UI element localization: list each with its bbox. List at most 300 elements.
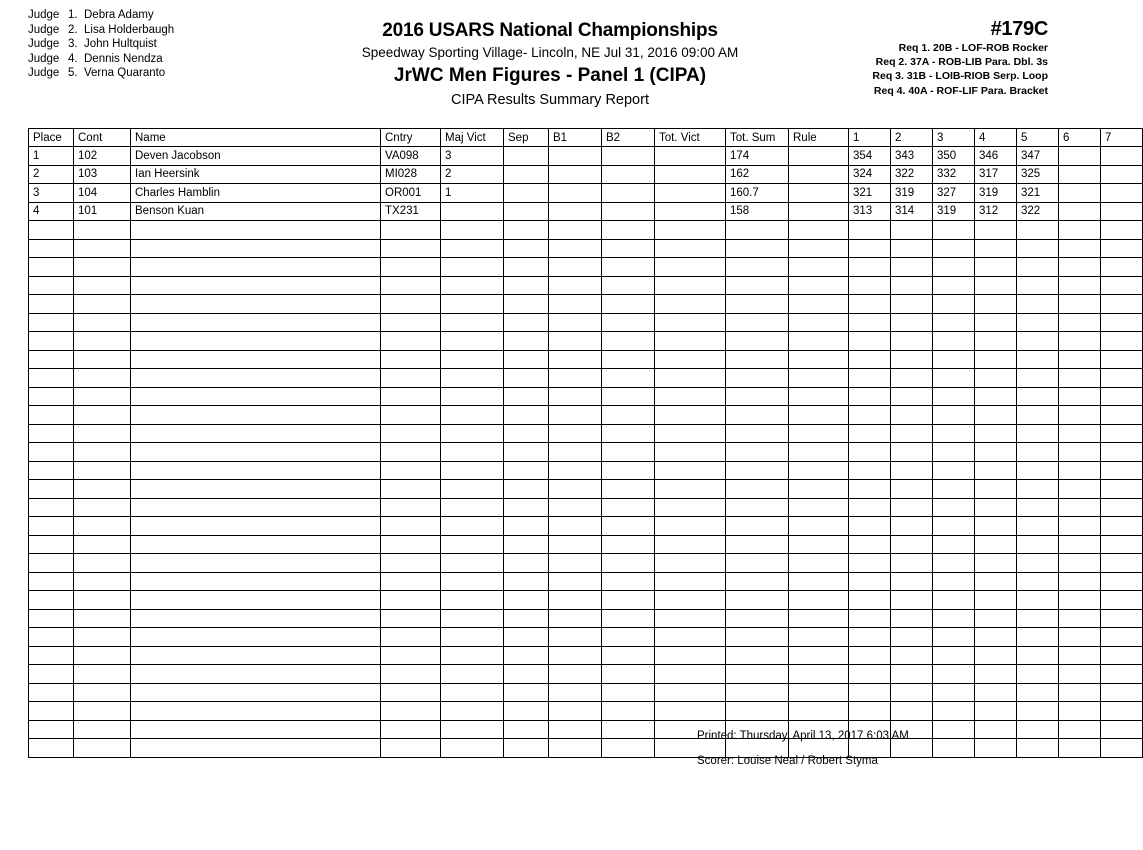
cell-maj-vict: 2 [441, 165, 504, 184]
cell-empty [549, 221, 602, 240]
cell-empty [975, 221, 1017, 240]
cell-empty [933, 609, 975, 628]
cell-empty [74, 665, 131, 684]
cell-empty [1017, 313, 1059, 332]
cell-empty [789, 258, 849, 277]
cell-empty [504, 480, 549, 499]
table-row-empty [29, 295, 1143, 314]
cell-empty [602, 702, 655, 721]
cell-empty [891, 609, 933, 628]
cell-empty [29, 295, 74, 314]
cell-empty [602, 332, 655, 351]
cell-judge-score [1059, 165, 1101, 184]
cell-empty [29, 628, 74, 647]
cell-empty [789, 646, 849, 665]
cell-empty [381, 535, 441, 554]
column-header: Tot. Sum [726, 129, 789, 147]
cell-empty [602, 480, 655, 499]
cell-sep [504, 184, 549, 203]
cell-empty [975, 720, 1017, 739]
cell-empty [1101, 628, 1143, 647]
cell-place: 3 [29, 184, 74, 203]
cell-empty [381, 720, 441, 739]
cell-empty [1101, 443, 1143, 462]
cell-empty [441, 535, 504, 554]
table-row-empty [29, 665, 1143, 684]
cell-empty [1017, 332, 1059, 351]
cell-judge-score: 317 [975, 165, 1017, 184]
cell-empty [74, 221, 131, 240]
cell-empty [891, 295, 933, 314]
cell-empty [1017, 387, 1059, 406]
cell-empty [549, 535, 602, 554]
cell-empty [933, 535, 975, 554]
cell-empty [1101, 554, 1143, 573]
cell-empty [549, 369, 602, 388]
cell-empty [1017, 498, 1059, 517]
cell-empty [381, 387, 441, 406]
cell-empty [441, 313, 504, 332]
cell-empty [504, 443, 549, 462]
judge-row [28, 8, 174, 23]
cell-empty [29, 276, 74, 295]
cell-cntry: OR001 [381, 184, 441, 203]
cell-judge-score: 350 [933, 147, 975, 166]
cell-empty [549, 461, 602, 480]
cell-empty [891, 369, 933, 388]
cell-empty [655, 683, 726, 702]
cell-empty [131, 535, 381, 554]
cell-empty [975, 313, 1017, 332]
cell-empty [441, 239, 504, 258]
cell-empty [441, 702, 504, 721]
cell-empty [74, 739, 131, 758]
cell-empty [131, 369, 381, 388]
cell-rule [789, 184, 849, 203]
cell-empty [504, 221, 549, 240]
cell-empty [933, 591, 975, 610]
cell-empty [891, 443, 933, 462]
cell-empty [29, 591, 74, 610]
cell-empty [891, 517, 933, 536]
cell-empty [655, 276, 726, 295]
cell-judge-score [1101, 147, 1143, 166]
table-row-empty [29, 646, 1143, 665]
cell-empty [131, 665, 381, 684]
event-code: #179C [990, 18, 1048, 40]
cell-place: 1 [29, 147, 74, 166]
cell-empty [504, 387, 549, 406]
judge-name: John Hultquist [84, 38, 157, 51]
cell-empty [1101, 591, 1143, 610]
cell-empty [1059, 517, 1101, 536]
cell-b2 [602, 202, 655, 221]
cell-empty [1101, 646, 1143, 665]
cell-empty [655, 443, 726, 462]
cell-empty [975, 572, 1017, 591]
cell-empty [975, 239, 1017, 258]
results-table [28, 128, 1143, 758]
cell-empty [131, 702, 381, 721]
cell-empty [381, 480, 441, 499]
cell-empty [381, 313, 441, 332]
cell-empty [1101, 258, 1143, 277]
cell-name: Charles Hamblin [131, 184, 381, 203]
column-header: 1 [849, 129, 891, 147]
cell-empty [891, 461, 933, 480]
table-row-empty [29, 683, 1143, 702]
cell-empty [933, 332, 975, 351]
cell-empty [74, 572, 131, 591]
cell-empty [29, 517, 74, 536]
cell-empty [74, 461, 131, 480]
cell-empty [726, 221, 789, 240]
cell-empty [1059, 369, 1101, 388]
cell-empty [29, 424, 74, 443]
cell-empty [381, 258, 441, 277]
cell-empty [29, 535, 74, 554]
cell-empty [504, 239, 549, 258]
cell-empty [891, 591, 933, 610]
cell-tot-vict [655, 202, 726, 221]
cell-empty [975, 350, 1017, 369]
cell-tot-sum: 158 [726, 202, 789, 221]
cell-empty [1101, 665, 1143, 684]
cell-empty [726, 609, 789, 628]
cell-empty [1017, 646, 1059, 665]
cell-empty [74, 406, 131, 425]
cell-empty [381, 332, 441, 351]
cell-empty [975, 332, 1017, 351]
cell-empty [441, 591, 504, 610]
cell-empty [1017, 535, 1059, 554]
cell-empty [381, 276, 441, 295]
cell-empty [891, 239, 933, 258]
cell-empty [1059, 591, 1101, 610]
cell-empty [549, 443, 602, 462]
cell-empty [29, 702, 74, 721]
cell-empty [549, 239, 602, 258]
cell-empty [549, 276, 602, 295]
column-header: B2 [602, 129, 655, 147]
event-info-block [872, 18, 1048, 98]
cell-empty [933, 276, 975, 295]
cell-empty [975, 276, 1017, 295]
cell-empty [655, 702, 726, 721]
cell-empty [504, 332, 549, 351]
table-body [29, 147, 1143, 758]
cell-empty [1017, 554, 1059, 573]
cell-empty [891, 332, 933, 351]
cell-empty [726, 387, 789, 406]
cell-empty [655, 517, 726, 536]
column-header: Name [131, 129, 381, 147]
cell-empty [975, 554, 1017, 573]
judges-panel [28, 8, 174, 81]
cell-empty [726, 665, 789, 684]
cell-empty [1101, 702, 1143, 721]
cell-empty [602, 350, 655, 369]
cell-empty [1101, 535, 1143, 554]
column-header: 7 [1101, 129, 1143, 147]
cell-empty [1101, 369, 1143, 388]
cell-empty [441, 683, 504, 702]
column-header: Place [29, 129, 74, 147]
cell-maj-vict: 3 [441, 147, 504, 166]
cell-empty [131, 739, 381, 758]
cell-empty [891, 683, 933, 702]
cell-empty [29, 739, 74, 758]
cell-empty [1017, 683, 1059, 702]
cell-empty [891, 350, 933, 369]
cell-empty [504, 591, 549, 610]
cell-judge-score: 324 [849, 165, 891, 184]
cell-empty [1101, 387, 1143, 406]
cell-empty [504, 424, 549, 443]
cell-cont: 103 [74, 165, 131, 184]
cell-empty [1059, 295, 1101, 314]
cell-empty [381, 554, 441, 573]
cell-empty [131, 554, 381, 573]
cell-empty [789, 498, 849, 517]
cell-empty [726, 535, 789, 554]
cell-empty [1101, 683, 1143, 702]
judge-row [28, 66, 174, 81]
cell-empty [29, 443, 74, 462]
cell-empty [789, 683, 849, 702]
cell-empty [1017, 517, 1059, 536]
cell-empty [849, 665, 891, 684]
cell-empty [655, 591, 726, 610]
cell-empty [975, 517, 1017, 536]
cell-empty [602, 646, 655, 665]
cell-empty [74, 258, 131, 277]
cell-empty [441, 480, 504, 499]
cell-empty [726, 702, 789, 721]
cell-judge-score: 314 [891, 202, 933, 221]
cell-empty [74, 313, 131, 332]
cell-empty [849, 258, 891, 277]
cell-empty [1059, 702, 1101, 721]
cell-empty [975, 683, 1017, 702]
cell-empty [1017, 295, 1059, 314]
cell-empty [891, 406, 933, 425]
cell-empty [29, 572, 74, 591]
cell-empty [1101, 276, 1143, 295]
cell-empty [441, 332, 504, 351]
cell-empty [131, 480, 381, 499]
cell-empty [441, 720, 504, 739]
cell-empty [789, 239, 849, 258]
cell-empty [504, 406, 549, 425]
table-header-row [29, 129, 1143, 147]
cell-name: Benson Kuan [131, 202, 381, 221]
cell-empty [1059, 313, 1101, 332]
cell-empty [504, 665, 549, 684]
cell-empty [1059, 739, 1101, 758]
cell-empty [1017, 369, 1059, 388]
cell-empty [975, 739, 1017, 758]
judge-row [28, 37, 174, 52]
cell-empty [29, 554, 74, 573]
cell-empty [975, 609, 1017, 628]
cell-empty [849, 332, 891, 351]
cell-empty [602, 683, 655, 702]
cell-empty [549, 720, 602, 739]
cell-empty [602, 665, 655, 684]
cell-empty [602, 424, 655, 443]
cell-empty [29, 720, 74, 739]
cell-empty [441, 295, 504, 314]
cell-b2 [602, 147, 655, 166]
cell-empty [933, 683, 975, 702]
cell-empty [29, 387, 74, 406]
cell-empty [504, 350, 549, 369]
cell-empty [1017, 276, 1059, 295]
cell-empty [1101, 221, 1143, 240]
cell-empty [726, 295, 789, 314]
cell-empty [549, 258, 602, 277]
cell-empty [933, 295, 975, 314]
cell-empty [549, 609, 602, 628]
cell-empty [849, 295, 891, 314]
requirement-line: Req 3. 31B - LOIB-RIOB Serp. Loop [872, 70, 1048, 83]
cell-empty [602, 295, 655, 314]
cell-empty [726, 313, 789, 332]
cell-empty [549, 387, 602, 406]
cell-empty [441, 609, 504, 628]
cell-empty [74, 683, 131, 702]
cell-empty [549, 665, 602, 684]
cell-empty [441, 517, 504, 536]
cell-empty [933, 720, 975, 739]
cell-empty [602, 609, 655, 628]
cell-empty [131, 332, 381, 351]
table-row-empty [29, 609, 1143, 628]
cell-empty [849, 572, 891, 591]
cell-empty [891, 498, 933, 517]
table-head [29, 129, 1143, 147]
cell-rule [789, 147, 849, 166]
cell-empty [29, 683, 74, 702]
cell-empty [441, 665, 504, 684]
cell-empty [849, 554, 891, 573]
cell-empty [381, 665, 441, 684]
cell-empty [1017, 258, 1059, 277]
cell-empty [549, 295, 602, 314]
cell-empty [933, 221, 975, 240]
cell-empty [504, 313, 549, 332]
cell-tot-vict [655, 184, 726, 203]
cell-empty [504, 461, 549, 480]
cell-empty [74, 276, 131, 295]
cell-empty [504, 739, 549, 758]
cell-cntry: MI028 [381, 165, 441, 184]
cell-empty [1059, 720, 1101, 739]
cell-empty [975, 424, 1017, 443]
cell-sep [504, 202, 549, 221]
cell-empty [441, 461, 504, 480]
cell-empty [975, 702, 1017, 721]
cell-empty [549, 739, 602, 758]
cell-empty [29, 350, 74, 369]
cell-judge-score: 327 [933, 184, 975, 203]
cell-empty [1059, 480, 1101, 499]
cell-empty [849, 424, 891, 443]
cell-empty [1101, 332, 1143, 351]
cell-empty [29, 461, 74, 480]
cell-empty [504, 276, 549, 295]
cell-empty [1017, 443, 1059, 462]
cell-empty [549, 480, 602, 499]
cell-empty [441, 646, 504, 665]
cell-empty [849, 591, 891, 610]
cell-empty [975, 591, 1017, 610]
cell-empty [602, 554, 655, 573]
cell-judge-score: 321 [1017, 184, 1059, 203]
table-row-empty [29, 739, 1143, 758]
cell-empty [504, 628, 549, 647]
cell-empty [1101, 406, 1143, 425]
cell-empty [504, 517, 549, 536]
cell-empty [74, 443, 131, 462]
cell-empty [29, 332, 74, 351]
cell-place: 2 [29, 165, 74, 184]
cell-empty [655, 554, 726, 573]
cell-judge-score [1101, 184, 1143, 203]
cell-empty [1017, 665, 1059, 684]
table-row-empty [29, 498, 1143, 517]
cell-empty [1101, 480, 1143, 499]
cell-empty [891, 535, 933, 554]
cell-empty [789, 424, 849, 443]
cell-empty [549, 332, 602, 351]
scorer-names: Scorer: Louise Neal / Robert Styma [697, 755, 878, 767]
cell-empty [655, 369, 726, 388]
cell-empty [131, 350, 381, 369]
cell-empty [1017, 221, 1059, 240]
cell-empty [789, 387, 849, 406]
cell-empty [789, 702, 849, 721]
cell-empty [74, 480, 131, 499]
cell-empty [602, 258, 655, 277]
cell-empty [933, 702, 975, 721]
cell-empty [549, 646, 602, 665]
judge-label: Judge [28, 38, 60, 51]
cell-empty [975, 369, 1017, 388]
cell-empty [381, 591, 441, 610]
cell-empty [933, 239, 975, 258]
cell-sep [504, 147, 549, 166]
cell-maj-vict [441, 202, 504, 221]
cell-empty [131, 720, 381, 739]
cell-empty [1017, 239, 1059, 258]
cell-empty [891, 480, 933, 499]
cell-empty [74, 369, 131, 388]
column-header: B1 [549, 129, 602, 147]
judge-name: Dennis Nendza [84, 52, 163, 65]
cell-empty [789, 665, 849, 684]
cell-empty [29, 239, 74, 258]
cell-empty [1101, 313, 1143, 332]
cell-empty [789, 609, 849, 628]
cell-empty [549, 628, 602, 647]
judge-number: 2. [68, 23, 78, 36]
cell-empty [975, 628, 1017, 647]
cell-empty [849, 461, 891, 480]
cell-empty [441, 258, 504, 277]
table-row-empty [29, 387, 1143, 406]
